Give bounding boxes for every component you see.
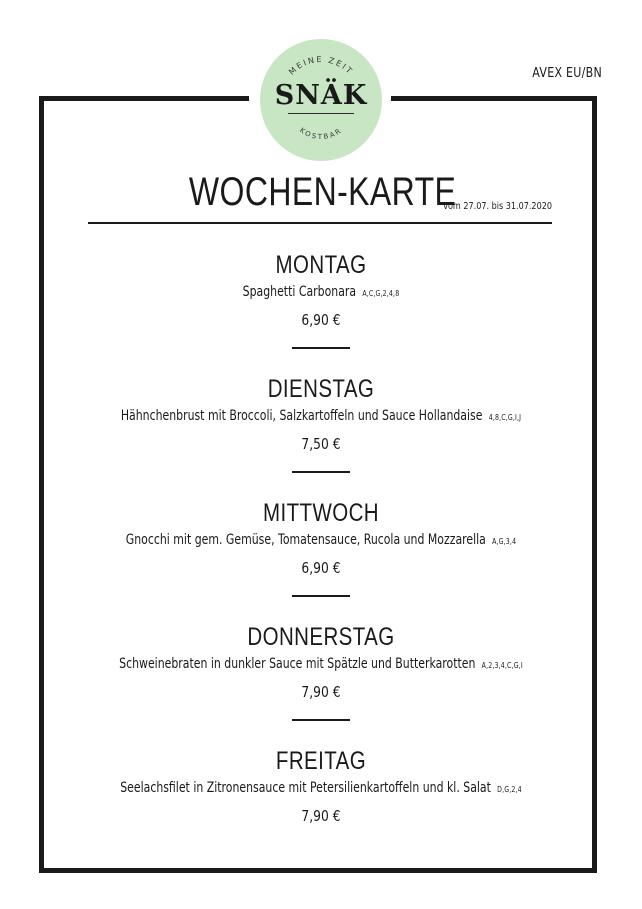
title-underline <box>88 222 552 224</box>
dish-name: Hähnchenbrust mit Broccoli, Salzkartoffeln und Sauce Hollandaise <box>120 408 483 424</box>
price: 7,50 € <box>301 435 341 453</box>
price: 7,90 € <box>301 683 341 701</box>
logo-rule <box>288 113 354 114</box>
dish-line <box>101 655 541 675</box>
price: 7,90 € <box>301 807 341 825</box>
dish-name: Schweinebraten in dunkler Sauce mit Spätzle und Butterkarotten <box>119 656 476 672</box>
logo-name: SNÄK <box>274 80 368 111</box>
logo-top-text: MEINE ZEIT <box>287 54 355 77</box>
svg-text:KOSTBAR <box>298 126 344 141</box>
day-tuesday <box>39 374 603 473</box>
allergen-codes: A,2,3,4,C,G,I <box>481 661 523 670</box>
separator <box>292 347 350 349</box>
dish-line <box>101 531 541 551</box>
day-monday <box>39 250 603 349</box>
location-code: AVEX EU/BN <box>532 66 602 81</box>
day-name: DIENSTAG <box>267 375 375 403</box>
separator <box>292 719 350 721</box>
date-range: vom 27.07. bis 31.07.2020 <box>443 201 552 212</box>
day-name: DONNERSTAG <box>247 623 395 651</box>
svg-text:MEINE ZEIT <box>287 55 355 77</box>
title-row <box>88 168 552 220</box>
dish-name: Gnocchi mit gem. Gemüse, Tomatensauce, Rucola und Mozzarella <box>125 532 486 548</box>
dish-line <box>101 779 541 799</box>
dish-name: Seelachsfilet in Zitronensauce mit Petersilienkartoffeln und kl. Salat <box>120 780 491 796</box>
day-name: MONTAG <box>275 251 367 279</box>
allergen-codes: D,G,2,4 <box>497 785 522 794</box>
dish-name: Spaghetti Carbonara <box>242 284 357 300</box>
allergen-codes: A,C,G,2,4,8 <box>362 289 400 298</box>
page-title: WOCHEN-KARTE <box>188 170 457 214</box>
day-name: MITTWOCH <box>262 499 380 527</box>
price: 6,90 € <box>301 311 341 329</box>
price: 6,90 € <box>301 559 341 577</box>
day-friday <box>39 746 603 825</box>
separator <box>292 471 350 473</box>
logo-bottom-text: KOSTBAR <box>298 126 344 142</box>
dish-line <box>101 407 541 427</box>
dish-line <box>101 283 541 303</box>
allergen-codes: 4,8,C,G,I,J <box>488 413 522 422</box>
day-thursday <box>39 622 603 721</box>
separator <box>292 595 350 597</box>
day-wednesday <box>39 498 603 597</box>
day-name: FREITAG <box>275 747 367 775</box>
snaek-logo <box>260 39 382 161</box>
allergen-codes: A,G,3,4 <box>492 537 517 546</box>
